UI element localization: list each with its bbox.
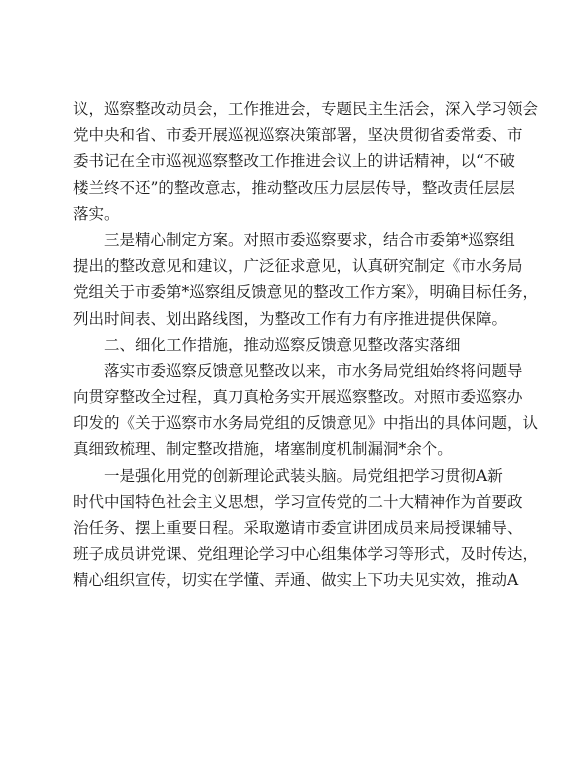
text-line: 楼兰终不还”的整改意志，推动整改压力层层传导，整改责任层层 bbox=[73, 178, 515, 197]
text-line: 党组关于市委第*巡察组反馈意见的整改工作方案》，明确目标任务， bbox=[73, 283, 539, 302]
text-line: 提出的整改意见和建议，广泛征求意见，认真研究制定《市水务局 bbox=[73, 257, 523, 276]
text-line: 三是精心制定方案。对照市委巡察要求，结合市委第*巡察组 bbox=[104, 230, 515, 249]
text-line: 委书记在全市巡视巡察整改工作推进会议上的讲话精神，以“不破 bbox=[73, 152, 515, 171]
text-line: 印发的《关于巡察市水务局党组的反馈意见》中指出的具体问题，认 bbox=[73, 414, 539, 433]
text-line: 二、细化工作措施，推动巡察反馈意见整改落实落细 bbox=[104, 335, 461, 354]
text-line: 真细致梳理、制定整改措施，堵塞制度机制漏洞*余个。 bbox=[73, 440, 453, 459]
text-line: 列出时间表、划出路线图，为整改工作有力有序推进提供保障。 bbox=[73, 309, 508, 328]
text-line: 时代中国特色社会主义思想，学习宣传党的二十大精神作为首要政 bbox=[73, 492, 523, 511]
text-line: 党中央和省、市委开展巡视巡察决策部署，坚决贯彻省委常委、市 bbox=[73, 126, 523, 145]
text-line: 班子成员讲党课、党组理论学习中心组集体学习等形式，及时传达， bbox=[73, 545, 539, 564]
document-body-text bbox=[73, 96, 539, 594]
text-line: 治任务、摆上重要日程。采取邀请市委宣讲团成员来局授课辅导、 bbox=[73, 519, 523, 537]
text-line: 精心组织宣传，切实在学懂、弄通、做实上下功夫见实效，推动A bbox=[73, 571, 519, 590]
text-line: 向贯穿整改全过程，真刀真枪务实开展巡察整改。对照市委巡察办 bbox=[73, 388, 523, 407]
text-line: 落实市委巡察反馈意见整改以来，市水务局党组始终将问题导 bbox=[104, 361, 523, 380]
text-line: 落实。 bbox=[73, 204, 120, 223]
text-line: 一是强化用党的创新理论武装头脑。局党组把学习贯彻A新 bbox=[104, 466, 503, 485]
text-line: 议，巡察整改动员会，工作推进会，专题民主生活会，深入学习领会 bbox=[73, 100, 539, 118]
